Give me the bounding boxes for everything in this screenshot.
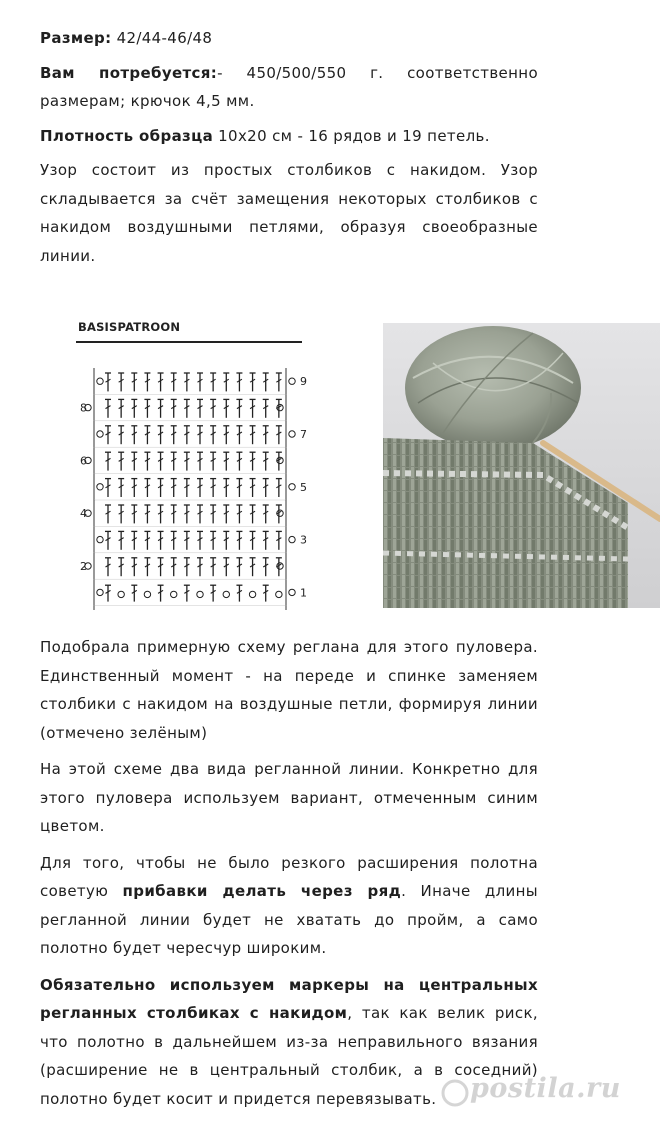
chain-stitch-symbol <box>97 536 103 542</box>
chain-stitch-symbol <box>289 378 295 384</box>
materials-label: Вам потребуется: <box>40 63 218 82</box>
paragraph-scheme: Подобрала примерную схему реглана для этого пуловера. Единственный момент - на переде и спинке заменяем столбики с накидом на воздушные петли, формируя линии (отмечено зелёным) <box>40 638 538 742</box>
chain-stitch-symbol <box>289 431 295 437</box>
row-label-right: 7 <box>300 428 307 441</box>
intro-section <box>40 24 538 276</box>
row-label-left: 2 <box>80 560 87 573</box>
chain-stitch-symbol <box>289 484 295 490</box>
paragraph-increases <box>40 849 538 963</box>
materials-value: - 450/500/550 г. соответственно размерам; крючок 4,5 мм. <box>40 63 538 110</box>
gauge-label: Плотность образца <box>40 126 214 145</box>
markers-rest: , так как велик риск, что полотно в дальнейшем из-за неправильного вязания (расширение не в центральный столбик, а в соседний) полотно будет косит и придется перевязывать. <box>40 1004 538 1108</box>
size-label: Размер: <box>40 29 112 47</box>
chain-stitch-symbol <box>289 536 295 542</box>
size-line <box>40 24 538 53</box>
crochet-chart <box>76 320 316 610</box>
yarn-ball-with-swatch-image <box>383 323 660 608</box>
watermark-logo-icon <box>440 1078 470 1108</box>
row-label-right: 5 <box>300 480 307 494</box>
chain-stitch-symbol <box>249 591 255 597</box>
chain-stitch-symbol <box>171 591 177 597</box>
instructions-section <box>40 633 538 1121</box>
gauge-value: 10х20 см - 16 рядов и 19 петель. <box>213 126 490 145</box>
markers-emphasis: Обязательно используем маркеры на центральных регланных столбиках с накидом <box>40 975 538 1022</box>
row-label-right: 3 <box>300 533 307 547</box>
row-label-right: 1 <box>300 586 307 600</box>
chain-stitch-symbol <box>144 591 150 597</box>
chain-stitch-symbol <box>97 431 103 437</box>
yarn-photo <box>383 323 660 608</box>
increases-intro: Для того, чтобы не было резкого расширения полотна советую <box>40 853 538 900</box>
row-label-right: 9 <box>300 375 307 389</box>
paragraph-raglan-variants: На этой схеме два вида регланной линии. Конкретно для этого пуловера используем вариант, отмеченным синим цветом. <box>40 760 538 835</box>
chart-title: BASISPATROON <box>78 320 181 334</box>
figure-row <box>0 318 660 610</box>
watermark <box>440 1070 660 1120</box>
gauge-line <box>40 122 538 151</box>
chain-stitch-symbol <box>118 591 124 597</box>
materials-line <box>40 59 538 116</box>
pattern-description: Узор состоит из простых столбиков с накидом. Узор складывается за счёт замещения некоторых столбиков с накидом воздушными петлями, образуя своеобразные линии. <box>40 161 538 265</box>
row-label-left: 6 <box>80 454 87 468</box>
increases-emphasis: прибавки делать через ряд <box>122 882 402 900</box>
chain-stitch-symbol <box>97 589 103 595</box>
size-value: 42/44-46/48 <box>111 29 213 47</box>
chain-stitch-symbol <box>97 378 103 384</box>
chain-stitch-symbol <box>289 589 295 595</box>
chart-diagram <box>76 320 316 610</box>
row-label-left: 8 <box>80 401 87 415</box>
chain-stitch-symbol <box>276 591 282 597</box>
watermark-text: postila.ru <box>470 1073 621 1104</box>
chain-stitch-symbol <box>223 591 229 597</box>
chain-stitch-symbol <box>97 484 103 490</box>
chain-stitch-symbol <box>197 591 203 597</box>
increases-rest: . Иначе длины регланной линии будет не хватать до пройм, а само полотно будет чересчур широким. <box>40 882 538 957</box>
row-label-left: 4 <box>80 507 87 521</box>
